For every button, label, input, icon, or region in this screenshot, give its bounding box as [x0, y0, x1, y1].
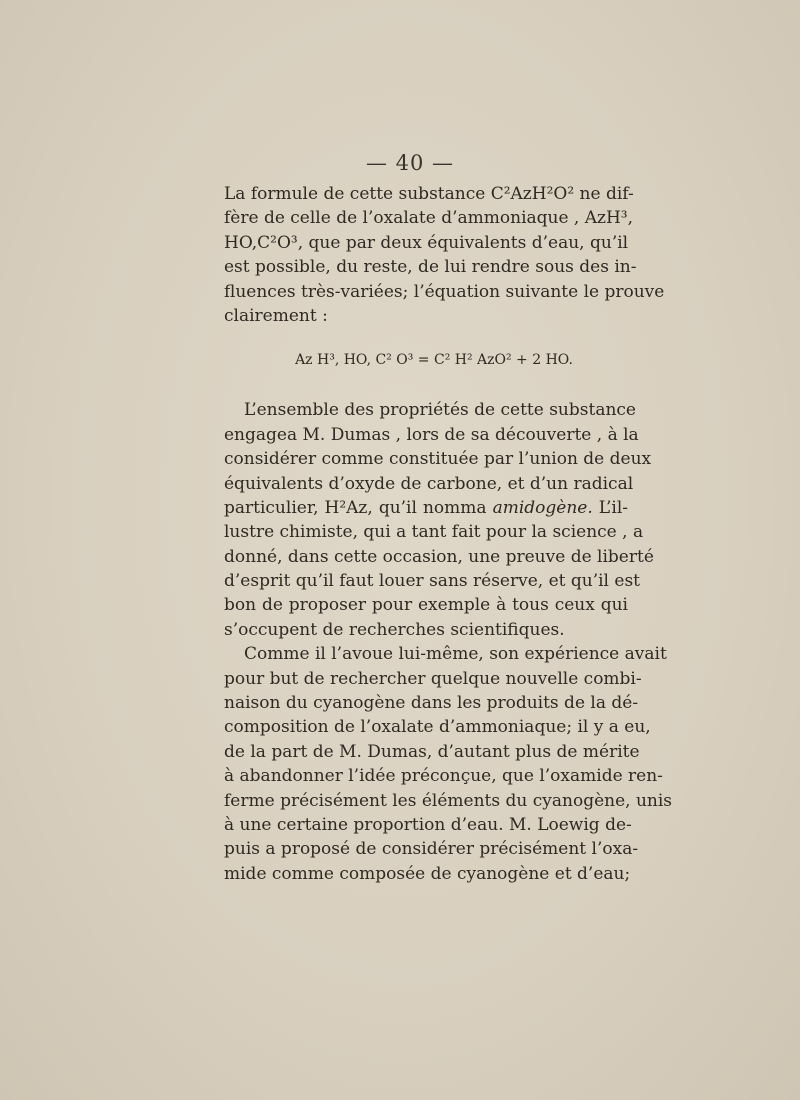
chemical-equation: Az H³, HO, C² O³ = C² H² AzO² + 2 HO. — [295, 352, 573, 369]
text-line: La formule de cette substance C²AzH²O² ne dif- — [224, 184, 634, 204]
body-text — [224, 182, 673, 886]
text-line: Comme il l’avoue lui-même, son expérience avait — [244, 644, 667, 665]
text-line: considérer comme constituée par l’union de deux — [224, 449, 652, 470]
text-line: donné, dans cette occasion, une preuve de liberté — [224, 546, 654, 567]
text-line: fère de celle de l’oxalate d’ammoniaque , AzH³, — [224, 208, 634, 229]
text-line: ferme précisément les éléments du cyanogène, unis — [224, 790, 673, 811]
text-line: engagea M. Dumas , lors de sa découverte , à la — [224, 424, 639, 445]
text-line: à abandonner l’idée préconçue, que l’oxamide ren- — [224, 766, 663, 787]
text-fragment: particulier, H²Az, qu’il nomma — [224, 497, 493, 518]
text-line: est possible, du reste, de lui rendre sous des in- — [224, 257, 637, 278]
text-line: équivalents d’oxyde de carbone, et d’un radical — [224, 473, 634, 494]
text-line: de la part de M. Dumas, d’autant plus de mérite — [224, 741, 640, 762]
text-line-with-term — [224, 496, 628, 520]
text-line: mide comme composée de cyanogène et d’eau; — [224, 863, 631, 884]
text-line: pour but de rechercher quelque nouvelle combi- — [224, 668, 642, 689]
text-line: d’esprit qu’il faut louer sans réserve, et qu’il est — [224, 571, 641, 592]
text-line: puis a proposé de considérer précisément l’oxa- — [224, 839, 639, 860]
text-line: lustre chimiste, qui a tant fait pour la science , a — [224, 522, 644, 543]
text-line: HO,C²O³, que par deux équivalents d’eau, qu’il — [224, 232, 629, 253]
text-line: L’ensemble des propriétés de cette substance — [244, 400, 636, 421]
text-line: à une certaine proportion d’eau. M. Loewig de- — [224, 814, 632, 835]
text-line: composition de l’oxalate d’ammoniaque; il y a eu, — [224, 717, 651, 738]
text-line: bon de proposer pour exemple à tous ceux qui — [224, 595, 628, 616]
text-fragment: L’il- — [592, 497, 629, 518]
term-amidogene: amidogène. — [492, 497, 593, 518]
text-line: naison du cyanogène dans les produits de la dé- — [224, 693, 639, 714]
text-line: clairement : — [224, 305, 328, 326]
page-number: — 40 — — [365, 151, 455, 175]
text-line: s’occupent de recherches scientifiques. — [224, 619, 565, 640]
text-line: fluences très-variées; l’équation suivante le prouve — [224, 281, 665, 302]
